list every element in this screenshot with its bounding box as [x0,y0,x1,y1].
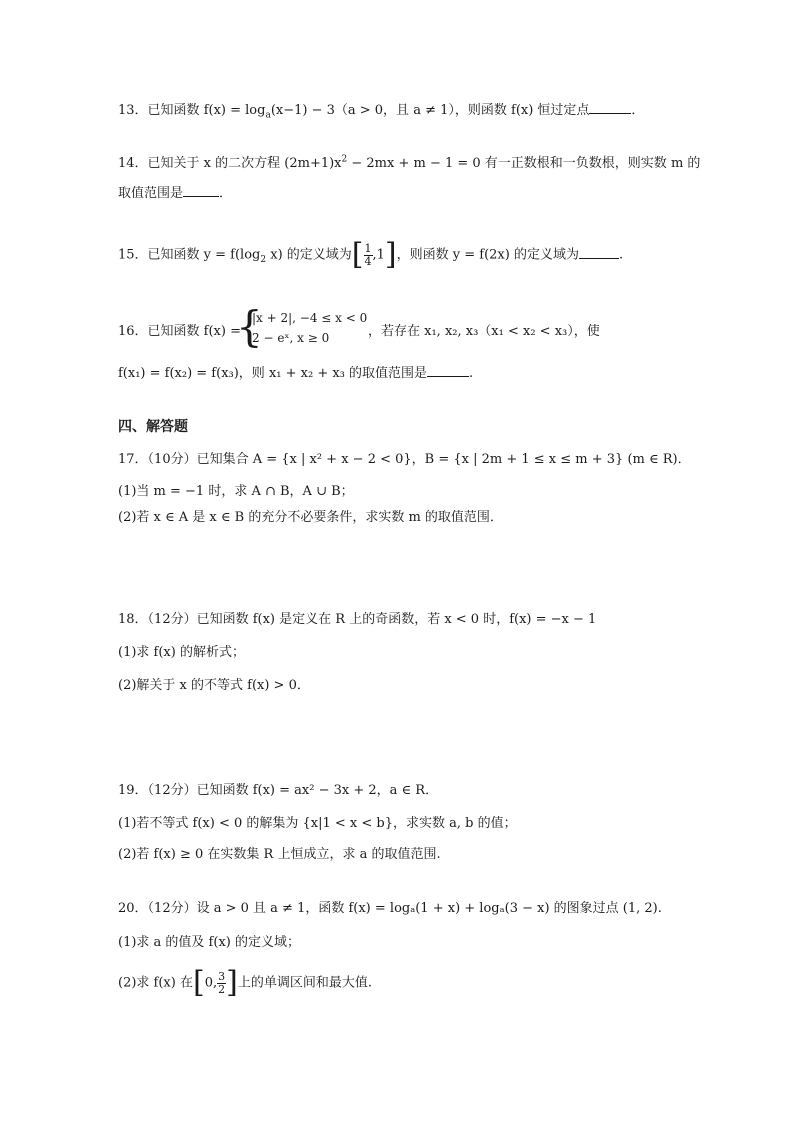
q20-frac-den: 2 [218,982,226,996]
q20-b0: 0, [204,975,218,991]
answer-blank-16[interactable] [427,364,469,377]
question-18-part-2: (2)解关于 x 的不等式 f(x) > 0． [118,678,310,693]
q20-left-bracket: [ [192,965,205,1000]
q16-case-1: |x + 2|, −4 ≤ x < 0 [252,311,368,325]
q20-p2-b: 上的单调区间和最大值. [237,975,372,991]
q15-left-bracket: [ [351,237,364,272]
q15-text-c: ,1 [372,247,385,263]
question-14-line-1 [118,155,700,173]
answer-blank-14[interactable] [183,184,219,197]
q13-func: f(x) = log [203,103,266,118]
q16-text-b: ，若存在 x₁, x₂, x₃（x₁ < x₂ < x₃），使 [368,324,600,339]
question-20-part-2 [118,965,372,1000]
q15-frac-den: 4 [364,254,372,268]
q13-sub: a [265,110,271,121]
q16-brace: { [236,302,263,351]
q20-right-bracket: ] [226,965,238,1000]
question-18-part-1: (1)求 f(x) 的解析式； [118,645,245,660]
q16-line2: f(x₁) = f(x₂) = f(x₃)，则 x₁ + x₂ + x₃ 的取值范围是 [118,366,428,381]
question-19-part-1: (1)若不等式 f(x) < 0 的解集为 {x|1 < x < b}，求实数 a, b 的值； [118,816,517,831]
q14-sup: 2 [341,154,348,165]
q15-sub: 2 [260,255,267,266]
question-13 [118,101,644,120]
question-19-part-2: (2)若 f(x) ≥ 0 在实数集 R 上恒成立，求 a 的取值范围. [118,847,441,862]
q13-end: ． [631,103,645,118]
q20-fraction [217,971,226,996]
question-16-line-2 [118,364,473,383]
question-17-part-2: (2)若 x ∈ A 是 x ∈ B 的充分不必要条件，求实数 m 的取值范围． [118,510,503,525]
q14-text-b: − 2mx + m − 1 = 0 有一正数根和一负数根，则实数 m 的 [347,156,701,171]
section-title: 四、解答题 [118,419,188,435]
q16-end: . [469,366,474,381]
question-20-part-1: (1)求 a 的值及 f(x) 的定义域； [118,935,300,950]
answer-blank-13[interactable] [589,101,631,114]
question-17-head: 17．（10分）已知集合 A = {x | x² + x − 2 < 0}，B = {x | 2m + 1 ≤ x ≤ m + 3} (m ∈ R)． [118,452,691,467]
question-15 [118,237,624,272]
question-17-part-1: (1)当 m = −1 时，求 A ∩ B，A ∪ B； [118,484,354,499]
q15-text-b: x) 的定义域为 [266,247,352,263]
answer-blank-15[interactable] [579,246,619,259]
q15-right-bracket: ] [384,237,397,272]
q15-fraction [364,243,373,268]
q13-text-b: (x−1) − 3（a > 0，且 a ≠ 1），则函数 f(x) 恒过定点 [270,103,590,118]
q14-line2: 取值范围是 [118,186,184,201]
q13-text-a: 13．已知函数 [118,103,204,118]
question-14-line-2 [118,184,232,203]
q16-text-a: 16．已知函数 f(x) = [118,324,241,339]
q20-p2-a: (2)求 f(x) 在 [118,975,193,991]
q16-case-2: 2 − eˣ, x ≥ 0 [252,331,330,345]
question-19-head: 19．（12分）已知函数 f(x) = ax² − 3x + 2，a ∈ R． [118,783,439,798]
q15-end: . [618,247,624,263]
q15-text-d: ，则函数 y = f(2x) 的定义域为 [396,247,579,263]
question-16-line-1 [118,302,678,352]
q14-end: ． [219,186,233,201]
question-20-head: 20．（12分）设 a > 0 且 a ≠ 1，函数 f(x) = logₐ(1 + x) + logₐ(3 − x) 的图象过点 (1, 2). [118,901,662,916]
q15-text-a: 15．已知函数 y = f(log [118,247,261,263]
q14-text-a: 14．已知关于 x 的二次方程 (2m+1)x [118,156,342,171]
question-18-head: 18．（12分）已知函数 f(x) 是定义在 R 上的奇函数，若 x < 0 时，f(x) = −x − 1 [118,612,597,627]
q15-frac-num: 1 [364,241,372,255]
q20-frac-num: 3 [218,969,226,983]
